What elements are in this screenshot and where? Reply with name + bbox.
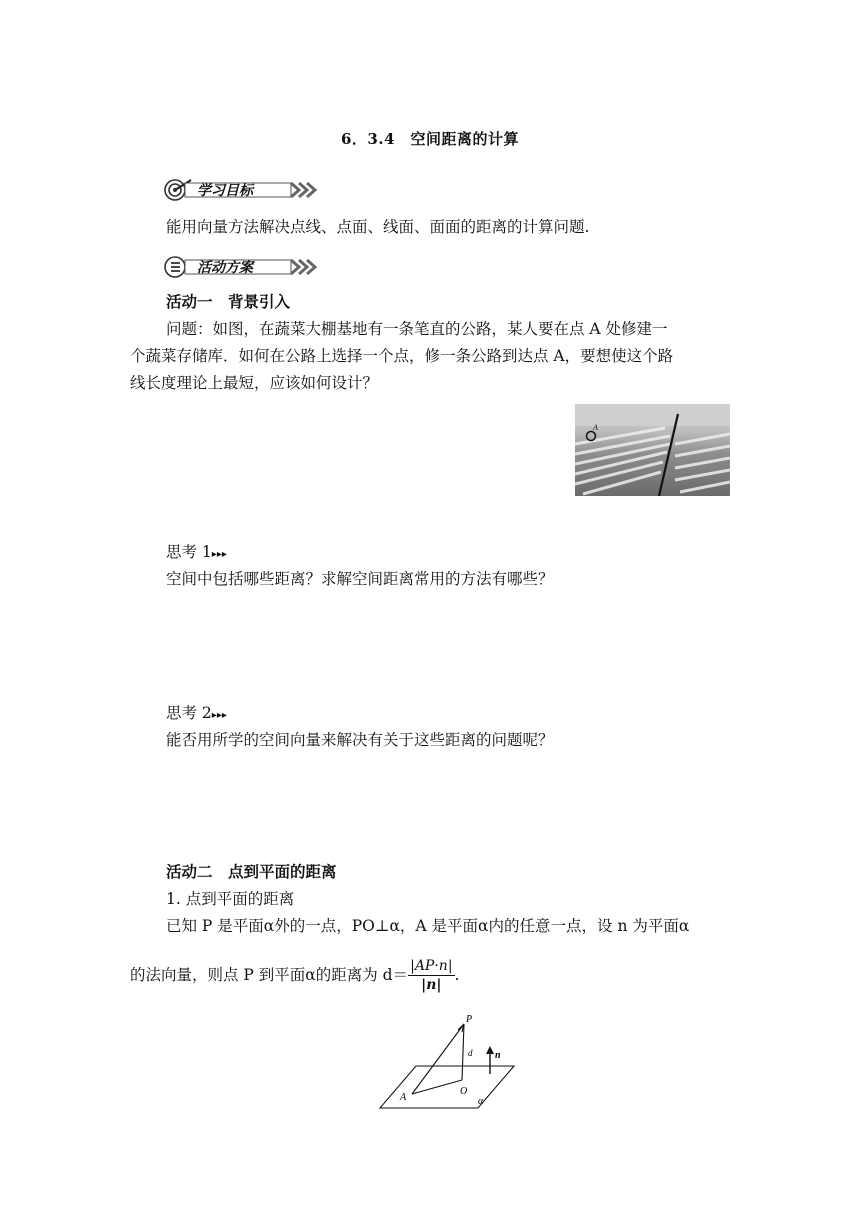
activities-banner (163, 255, 323, 277)
label-p: P (466, 1014, 473, 1025)
activity2-line2 (130, 957, 459, 994)
activity1-heading: 活动一 背景引入 (166, 292, 291, 311)
think1-label (166, 539, 227, 568)
label-a: A (400, 1092, 407, 1103)
think2-label (166, 700, 227, 729)
distance-formula (408, 957, 454, 994)
page-title: 6．3.4 空间距离的计算 (340, 130, 520, 148)
photo-point-a-label: A (593, 423, 598, 432)
activities-banner-label: 活动方案 (197, 260, 253, 276)
formula-numerator: |AP·n| (410, 958, 453, 974)
think2-label-text: 思考 2 (166, 704, 212, 722)
activity2-line1: 已知 P 是平面α外的一点，PO⊥α，A 是平面α内的任意一点，设 n 为平面α (166, 917, 690, 935)
formula-denominator: |n| (421, 977, 442, 993)
label-alpha: α (478, 1096, 484, 1107)
activity1-problem-line2: 个蔬菜存储库．如何在公路上选择一个点，修一条公路到达点 A，要想使这个路 (130, 347, 674, 365)
think2-question: 能否用所学的空间向量来解决有关于这些距离的问题呢？ (166, 731, 554, 749)
activity1-problem-line3: 线长度理论上最短，应该如何设计？ (130, 374, 379, 392)
activity2-line2-suffix: . (454, 966, 460, 984)
activity2-subheading: 1. 点到平面的距离 (166, 890, 295, 908)
activity2-heading: 活动二 点到平面的距离 (166, 862, 337, 881)
point-plane-figure (378, 1012, 518, 1112)
think1-label-text: 思考 1 (166, 543, 212, 561)
objectives-banner (163, 178, 323, 200)
label-o: O (460, 1086, 468, 1097)
label-d: d (468, 1048, 473, 1058)
think1-arrows: ▸▸▸ (211, 549, 227, 560)
objectives-banner-label: 学习目标 (197, 183, 253, 199)
point-plane-diagram (378, 1012, 518, 1112)
activity2-line2-prefix: 的法向量，则点 P 到平面α的距离为 d＝ (130, 966, 409, 984)
think1-question: 空间中包括哪些距离？求解空间距离常用的方法有哪些？ (166, 570, 554, 588)
greenhouse-photo-drawing (575, 404, 730, 496)
label-n: n (495, 1050, 501, 1061)
list-icon (165, 257, 185, 277)
objectives-text: 能用向量方法解决点线、点面、线面、面面的距离的计算问题. (166, 218, 590, 236)
greenhouse-photo (575, 404, 730, 496)
think2-arrows: ▸▸▸ (211, 710, 227, 721)
point-a-marker (587, 432, 596, 441)
activity1-problem-line1: 问题：如图，在蔬菜大棚基地有一条笔直的公路，某人要在点 A 处修建一 (166, 320, 668, 338)
normal-vector-arrowhead (486, 1046, 494, 1054)
